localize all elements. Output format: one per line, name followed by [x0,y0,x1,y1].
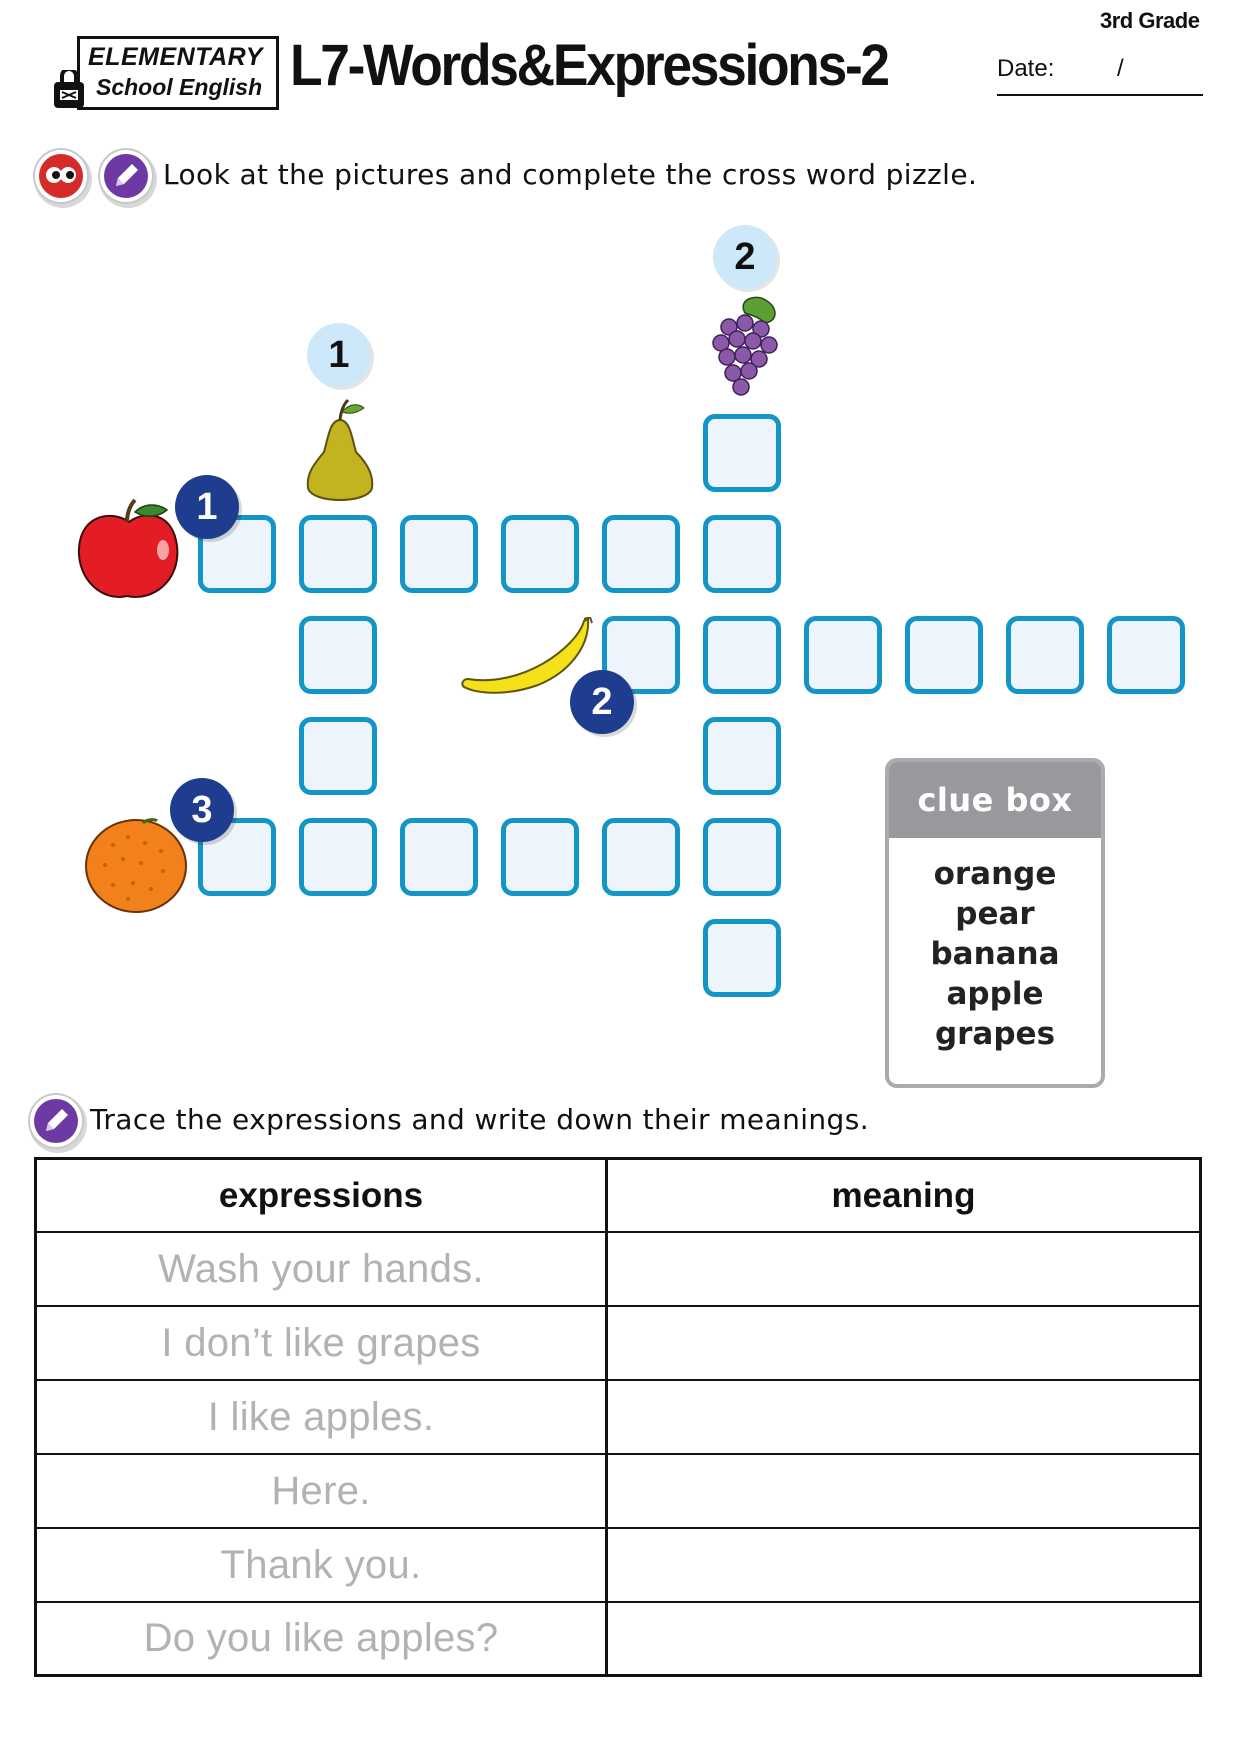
table-header-row [37,1160,1199,1233]
clue-box [885,758,1105,1088]
date-label: Date: [997,55,1055,82]
clue-box-title: clue box [889,762,1101,838]
meaning-cell[interactable] [608,1233,1199,1305]
expression-cell[interactable]: Thank you. [220,1542,422,1587]
expression-cell[interactable]: Here. [271,1468,371,1513]
trace-instruction: Trace the expressions and write down their meanings. [90,1103,870,1136]
date-separator: / [1117,55,1124,82]
logo [77,36,279,110]
crossword-cell[interactable] [1107,616,1185,694]
clue-word: grapes [934,1016,1056,1052]
pencil-icon [100,150,152,202]
clue-word: banana [930,936,1060,972]
across-number-1: 1 [175,475,239,539]
crossword-cell[interactable] [400,818,478,896]
expression-cell[interactable]: Wash your hands. [158,1246,484,1291]
logo-line1: ELEMENTARY [88,43,263,71]
crossword-instruction: Look at the pictures and complete the cross word pizzle. [163,158,978,191]
across-number-3: 3 [170,778,234,842]
crossword-cell[interactable] [602,515,680,593]
meaning-cell[interactable] [608,1603,1199,1674]
apple-icon [73,498,185,604]
pencil-icon [30,1095,82,1147]
down-number-1: 1 [307,323,371,387]
meaning-cell[interactable] [608,1307,1199,1379]
school-bag-icon [50,70,88,110]
pear-icon [300,398,380,508]
clue-word: apple [946,976,1044,1012]
crossword-cell[interactable] [703,919,781,997]
expression-cell[interactable]: I like apples. [207,1394,435,1439]
table-row [37,1381,1199,1455]
expressions-table [34,1157,1202,1677]
table-row [37,1307,1199,1381]
across-number-2: 2 [570,670,634,734]
table-row [37,1233,1199,1307]
grade-label: 3rd Grade [1100,8,1200,33]
crossword-cell[interactable] [703,616,781,694]
crossword-cell[interactable] [299,717,377,795]
orange-icon [83,815,189,915]
column-header-meaning: meaning [831,1175,976,1215]
table-row [37,1603,1199,1674]
banana-icon [458,617,598,707]
crossword-cell[interactable] [299,616,377,694]
meaning-cell[interactable] [608,1455,1199,1527]
crossword-cell[interactable] [804,616,882,694]
expression-cell[interactable]: Do you like apples? [143,1616,499,1660]
meaning-cell[interactable] [608,1381,1199,1453]
logo-line2: School English [96,74,263,100]
crossword-cell[interactable] [602,818,680,896]
clue-word: orange [933,856,1057,892]
down-number-2: 2 [713,225,777,289]
expression-cell[interactable]: I don’t like grapes [161,1320,481,1365]
crossword-cell[interactable] [703,818,781,896]
crossword-cell[interactable] [703,717,781,795]
crossword-cell[interactable] [1006,616,1084,694]
crossword-cell[interactable] [501,515,579,593]
crossword-cell[interactable] [905,616,983,694]
grapes-icon [707,293,787,405]
crossword-cell[interactable] [703,515,781,593]
page-title: L7-Words&Expressions-2 [290,33,888,98]
column-header-expressions: expressions [218,1175,424,1215]
table-row [37,1455,1199,1529]
crossword-cell[interactable] [400,515,478,593]
table-row [37,1529,1199,1603]
crossword-cell[interactable] [299,515,377,593]
crossword-cell[interactable] [299,818,377,896]
eyes-icon [35,150,87,202]
crossword-cell[interactable] [703,414,781,492]
meaning-cell[interactable] [608,1529,1199,1601]
date-field[interactable] [997,94,1203,96]
crossword-cell[interactable] [501,818,579,896]
clue-word: pear [955,896,1035,932]
